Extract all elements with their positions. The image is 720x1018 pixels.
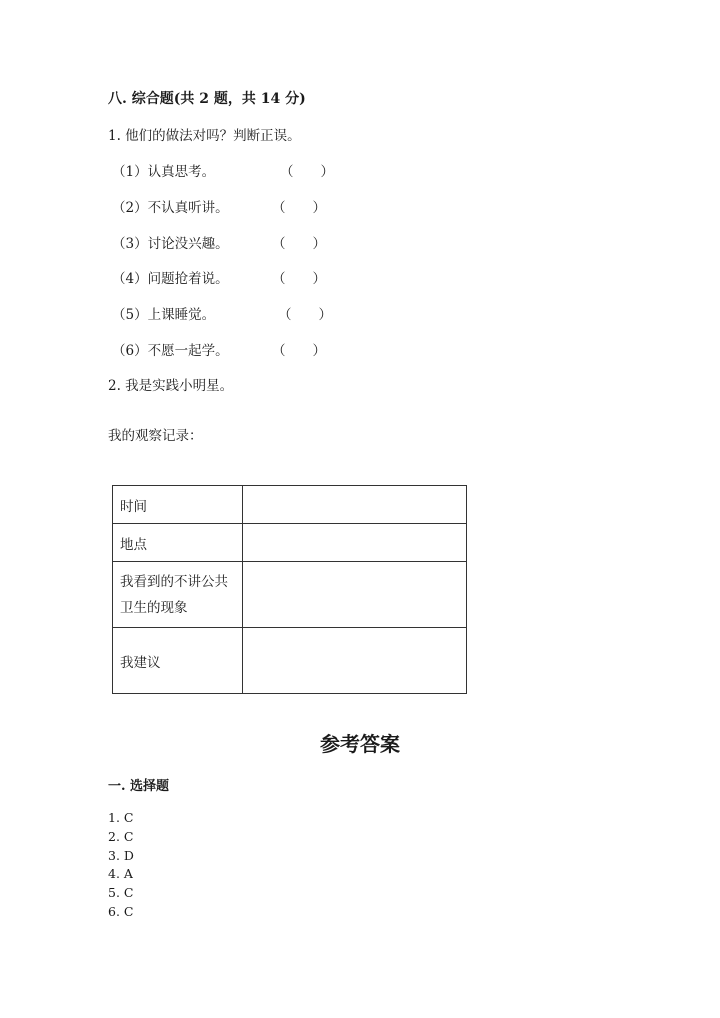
row-label-phenomenon: [113, 562, 243, 628]
answer-section-title: 一. 选择题: [108, 779, 170, 794]
row-label-place: 地点: [113, 524, 243, 562]
row-label-phenomenon-line-1: 我看到的不讲公共: [120, 573, 228, 590]
row-label-time: 时间: [113, 486, 243, 524]
q1-item-1-answer[interactable]: （ ）: [280, 164, 334, 180]
table-row: [113, 628, 467, 694]
q1-item-2-answer[interactable]: （ ）: [272, 200, 326, 216]
q1-item-3-label: （3）讨论没兴趣。: [112, 236, 229, 252]
answer-item-2: 2. C: [108, 829, 134, 844]
question-2-prompt: 2. 我是实践小明星。: [108, 378, 234, 394]
q1-item-5-label: （5）上课睡觉。: [112, 307, 216, 323]
answer-item-3: 3. D: [108, 848, 134, 863]
observation-table: [112, 485, 467, 694]
q1-item-3-answer[interactable]: （ ）: [272, 236, 326, 252]
row-label-phenomenon-line-2: 卫生的现象: [120, 599, 188, 616]
row-value-place[interactable]: [243, 524, 467, 562]
answer-item-4: 4. A: [108, 866, 133, 881]
answer-item-1: 1. C: [108, 810, 134, 825]
answer-title: 参考答案: [320, 732, 400, 756]
q1-item-5-answer[interactable]: （ ）: [278, 307, 332, 323]
row-value-suggestion[interactable]: [243, 628, 467, 694]
table-row: [113, 486, 467, 524]
table-row: [113, 524, 467, 562]
q1-item-4-label: （4）问题抢着说。: [112, 271, 229, 287]
q1-item-2-label: （2）不认真听讲。: [112, 200, 229, 216]
section-title: 八. 综合题(共 2 题，共 14 分): [108, 91, 306, 107]
q1-item-4-answer[interactable]: （ ）: [272, 271, 326, 287]
row-label-suggestion: 我建议: [113, 628, 243, 694]
q1-item-6-label: （6）不愿一起学。: [112, 343, 229, 359]
answer-item-5: 5. C: [108, 885, 134, 900]
answer-item-6: 6. C: [108, 904, 134, 919]
observation-label: 我的观察记录：: [108, 428, 203, 444]
row-value-phenomenon[interactable]: [243, 562, 467, 628]
row-value-time[interactable]: [243, 486, 467, 524]
table-row: [113, 562, 467, 628]
q1-item-6-answer[interactable]: （ ）: [272, 343, 326, 359]
question-1-prompt: 1. 他们的做法对吗？判断正误。: [108, 128, 301, 144]
q1-item-1-label: （1）认真思考。: [112, 164, 216, 180]
